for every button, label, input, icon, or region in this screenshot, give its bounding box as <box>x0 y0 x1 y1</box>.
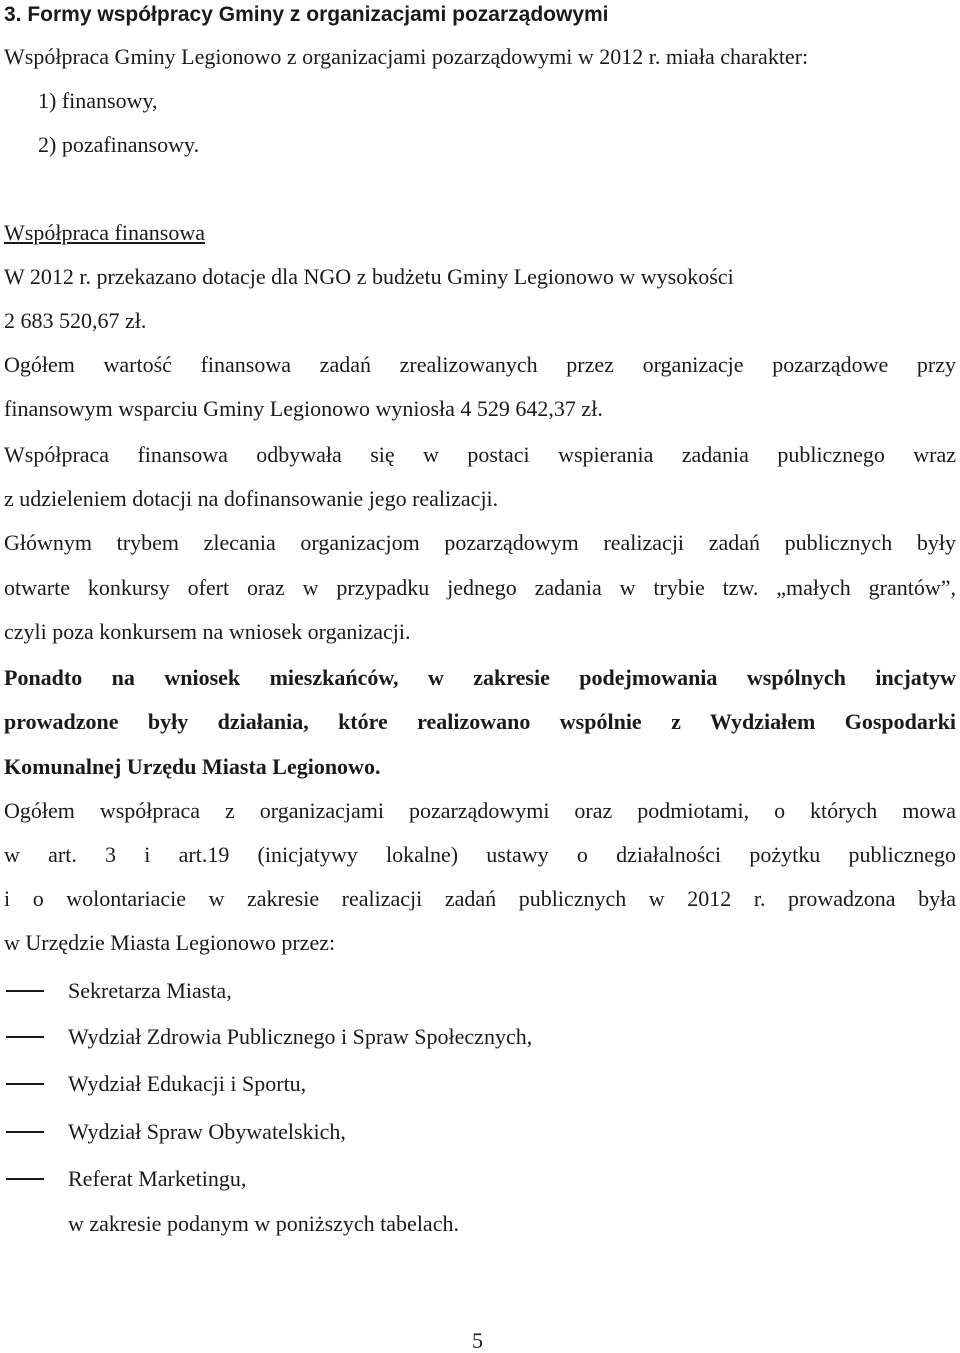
p5-line-3: Komunalnej Urzędu Miasta Legionowo. <box>4 754 381 779</box>
dash-bullet-icon <box>6 1178 44 1180</box>
p6-line-1: Ogółem współpraca z organizacjami pozarządowymi oraz podmiotami, o których mowa <box>4 798 956 823</box>
p6-line-2: w art. 3 i art.19 (inicjatywy lokalne) ustawy o działalności pożytku publicznego <box>4 842 956 867</box>
unit-item-4: Wydział Spraw Obywatelskich, <box>68 1119 346 1144</box>
unit-item-1: Sekretarza Miasta, <box>68 978 232 1003</box>
dash-bullet-icon <box>6 1036 44 1038</box>
intro-item-2: 2) pozafinansowy. <box>38 132 200 157</box>
unit-item-2: Wydział Zdrowia Publicznego i Spraw Społecznych, <box>68 1024 533 1049</box>
p6-line-3: i o wolontariacie w zakresie realizacji zadań publicznych w 2012 r. prowadzona była <box>4 886 956 911</box>
p2-line-2: finansowym wsparciu Gminy Legionowo wyniosła 4 529 642,37 zł. <box>4 396 603 421</box>
p6-line-4: w Urzędzie Miasta Legionowo przez: <box>4 930 336 955</box>
p5-line-1: Ponadto na wniosek mieszkańców, w zakresie podejmowania wspólnych incjatyw <box>4 665 956 690</box>
p4-line-1: Głównym trybem zlecania organizacjom pozarządowym realizacji zadań publicznych były <box>4 530 956 555</box>
p1-line-1: W 2012 r. przekazano dotacje dla NGO z budżetu Gminy Legionowo w wysokości <box>4 264 734 289</box>
dash-bullet-icon <box>6 1131 44 1133</box>
dash-bullet-icon <box>6 990 44 992</box>
unit-item-5: Referat Marketingu, <box>68 1166 247 1191</box>
section-heading: 3. Formy współpracy Gminy z organizacjami pozarządowymi <box>4 3 609 26</box>
section-title: Współpraca finansowa <box>4 220 205 245</box>
p4-line-3: czyli poza konkursem na wniosek organizacji. <box>4 619 411 644</box>
p2-line-1: Ogółem wartość finansowa zadań zrealizowanych przez organizacje pozarządowe przy <box>4 352 956 377</box>
intro-line: Współpraca Gminy Legionowo z organizacjami pozarządowymi w 2012 r. miała charakter: <box>4 44 809 69</box>
intro-item-1: 1) finansowy, <box>38 88 158 113</box>
p5-line-2: prowadzone były działania, które realizowano wspólnie z Wydziałem Gospodarki <box>4 709 956 734</box>
p1-line-2: 2 683 520,67 zł. <box>4 308 147 333</box>
p3-line-1: Współpraca finansowa odbywała się w postaci wspierania zadania publicznego wraz <box>4 442 956 467</box>
unit-item-3: Wydział Edukacji i Sportu, <box>68 1071 307 1096</box>
closing-line: w zakresie podanym w poniższych tabelach. <box>68 1211 459 1236</box>
p3-line-2: z udzieleniem dotacji na dofinansowanie jego realizacji. <box>4 486 499 511</box>
p4-line-2: otwarte konkursy ofert oraz w przypadku jednego zadania w trybie tzw. „małych grantów”, <box>4 575 956 600</box>
dash-bullet-icon <box>6 1083 44 1085</box>
page-number: 5 <box>472 1328 483 1353</box>
